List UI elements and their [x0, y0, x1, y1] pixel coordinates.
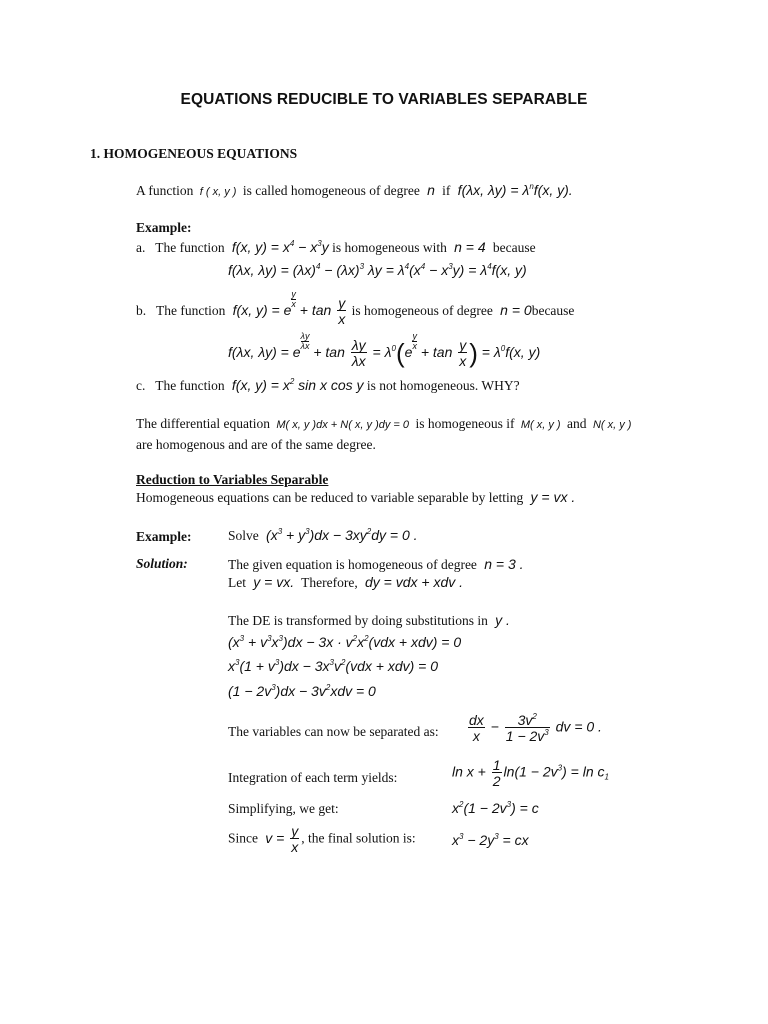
example-b-line [136, 290, 574, 326]
formula-n: n [423, 182, 439, 198]
formula-let-y: y = vx. [249, 574, 298, 590]
formula-N: N( x, y ) [589, 419, 632, 431]
de-paragraph-line1 [136, 416, 631, 432]
example-b-because: because [531, 303, 575, 318]
solution-given: The given equation is homogeneous of degree [228, 557, 477, 572]
formula-degree-3: n = 3 . [480, 556, 524, 572]
formula-a-derivation: f(λx, $\lambda y) = (\lambda x)^4 - (\lambda x)^3$ $\lambda y = \lambda^4(x^4 - x^3y) = \lambda^4f(x$, y) [228, 262, 527, 278]
formula-example2-de: $(x^3 + y^3)dx - 3xy^2dy = 0$ . [262, 527, 418, 543]
transformed-line [228, 612, 510, 629]
definition-mid: is called homogeneous of degree [242, 183, 420, 198]
final-text: , the final solution is: [301, 830, 416, 846]
de-paragraph-start: The differential equation [136, 416, 270, 431]
definition-if: if [442, 183, 451, 198]
separated-text: The variables can now be separated as: [228, 724, 439, 739]
formula-dy: dy = vdx + xdv . [361, 574, 464, 590]
formula-final-solution: $x^3 - 2y^3$ = cx [452, 832, 529, 848]
example-c-line [136, 377, 520, 394]
definition-lead: A function [136, 183, 194, 198]
example-a-because: because [492, 240, 536, 255]
reduction-text: Homogeneous equations can be reduced to variable separable by letting [136, 490, 524, 505]
example-a-label: a. [136, 240, 146, 255]
formula-separated: $\frac{dx}{x}$ − $\frac{3v^2}{1 - 2v^3}$ dv = 0 . [469, 712, 602, 744]
example2-solve-line [228, 527, 418, 544]
example-c-label: c. [136, 378, 146, 393]
definition-line [136, 182, 573, 199]
formula-integration: ln x + $\frac{1}{2}$ $\ln(1 - 2v^3) = \ln c_1$ [452, 757, 609, 789]
formula-step1: $(x^3 + v^3x^3)dx - 3x \cdot v^2x^2(vdx + xdv) = 0$ [228, 634, 462, 650]
solution-given-line [228, 556, 524, 573]
formula-b-definition: f(x, y) = e $\frac{y}{x}$ + tan $\frac{y}{x}$ [228, 289, 346, 328]
formula-fxy-small: f ( x, y ) [196, 186, 240, 198]
section-heading-homogeneous: 1. HOMOGENEOUS EQUATIONS [90, 146, 298, 161]
formula-M: M( x, y ) [517, 419, 564, 431]
example-c-text: is not homogeneous. WHY? [366, 378, 520, 393]
example-c-function-label: The function [155, 378, 225, 393]
solution-label: Solution: [136, 556, 188, 571]
formula-in-y: y . [491, 612, 510, 628]
reduction-heading: Reduction to Variables Separable [136, 472, 329, 487]
example-b-text: is homogeneous of degree [351, 303, 493, 318]
example-b-label: b. [136, 303, 147, 318]
de-paragraph-mid: is homogeneous if [415, 416, 515, 431]
example2-solve: Solve [228, 528, 259, 543]
since-line [228, 824, 416, 854]
formula-b-degree: n = 0 [496, 302, 532, 318]
example2-label: Example: [136, 529, 192, 544]
transformed-text: The DE is transformed by doing substitutions in [228, 613, 488, 628]
formula-substitution: y = vx . [526, 489, 576, 505]
formula-v: v = $\frac{y}{x}$ [261, 823, 299, 855]
de-paragraph-line2: are homogenous and are of the same degree. [136, 437, 376, 452]
solution-therefore: Therefore, [301, 575, 358, 590]
formula-simplified: $x^2(1 - 2v^3) = c$ [452, 800, 539, 816]
simplifying-text: Simplifying, we get: [228, 801, 339, 816]
example-heading: Example: [136, 220, 192, 235]
formula-de-general: M( x, y )dx + N( x, y )dy = 0 [273, 419, 413, 431]
formula-step2: $x^3(1 + v^3)dx - 3x^3v^2(vdx + xdv) = 0$ [228, 658, 439, 674]
formula-c-definition: f(x, $y) = x^2$ sin x cos y [228, 377, 364, 393]
example-a-text: is homogeneous with [332, 240, 447, 255]
formula-homogeneity-condition: f(λx, $\lambda y) = \lambda^nf(x$, y). [453, 182, 573, 198]
since-text: Since [228, 830, 258, 846]
solution-let-line [228, 574, 463, 591]
reduction-text-line [136, 489, 575, 506]
de-paragraph-and: and [567, 416, 587, 431]
example-a-function-label: The function [155, 240, 225, 255]
formula-a-degree: n = 4 [450, 239, 490, 255]
formula-b-derivation: f(λx, λy) = e $\frac{\lambda y}{\lambda x}$ + tan $\frac{\lambda y}{\lambda x}$ = $\lambda^0(e$ $\frac{y}{x}$ + tan $\frac{y}{x}$ ) = $\lambda^0f(x$, y) [228, 331, 541, 370]
example-b-function-label: The function [156, 303, 226, 318]
example-a-line [136, 239, 536, 256]
page-title: EQUATIONS REDUCIBLE TO VARIABLES SEPARABLE [180, 91, 588, 108]
formula-a-definition: f(x, $y) = x^4 - x^3y$ [228, 239, 329, 255]
formula-step3: $(1 - 2v^3)dx - 3v^2xdv = 0$ [228, 683, 376, 699]
integration-text: Integration of each term yields: [228, 770, 398, 785]
solution-let: Let [228, 575, 246, 590]
